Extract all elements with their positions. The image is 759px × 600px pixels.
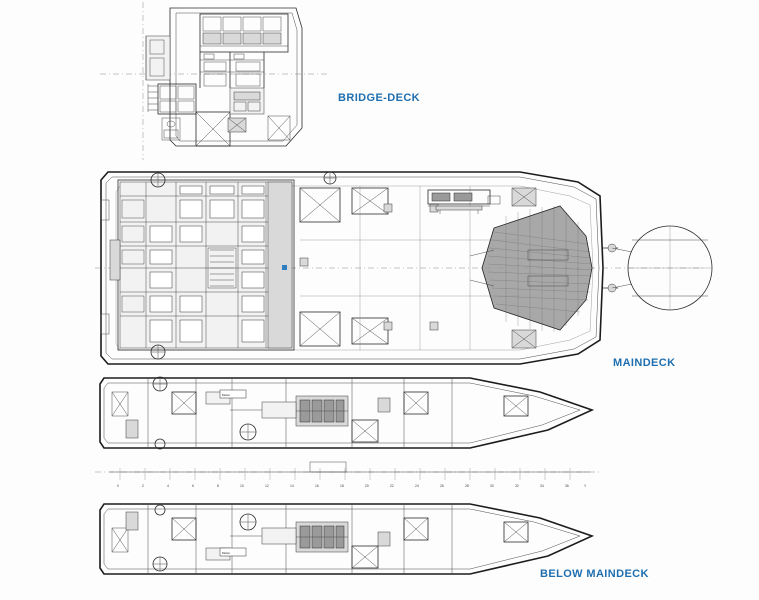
bridge-deck-plan (100, 2, 330, 160)
svg-text:2: 2 (142, 484, 144, 488)
svg-text:6: 6 (192, 484, 194, 488)
tank-label-lower: Ballast (222, 552, 230, 555)
label-maindeck: MAINDECK (613, 357, 676, 369)
svg-text:22: 22 (390, 484, 394, 488)
svg-text:30: 30 (490, 484, 494, 488)
svg-text:32: 32 (515, 484, 519, 488)
svg-text:4: 4 (167, 484, 169, 488)
svg-text:Y: Y (584, 484, 587, 488)
svg-text:0: 0 (117, 484, 119, 488)
svg-text:36: 36 (565, 484, 569, 488)
svg-text:26: 26 (440, 484, 444, 488)
below-maindeck-plan-upper (100, 377, 592, 449)
below-maindeck-plan-lower (100, 504, 592, 574)
svg-text:18: 18 (340, 484, 344, 488)
maindeck-plan (95, 172, 712, 364)
svg-text:34: 34 (540, 484, 544, 488)
svg-text:24: 24 (415, 484, 419, 488)
tank-label-upper: Ballast (222, 394, 230, 397)
label-below-maindeck: BELOW MAINDECK (540, 568, 649, 580)
frame-tick-labels (117, 484, 587, 488)
svg-text:16: 16 (315, 484, 319, 488)
plan-marker-dot (282, 265, 287, 270)
frame-scale-strip (95, 462, 600, 488)
svg-text:20: 20 (365, 484, 369, 488)
svg-text:28: 28 (465, 484, 469, 488)
svg-text:8: 8 (217, 484, 219, 488)
svg-text:12: 12 (265, 484, 269, 488)
label-bridge-deck: BRIDGE-DECK (338, 92, 421, 104)
svg-text:10: 10 (240, 484, 244, 488)
svg-text:14: 14 (290, 484, 294, 488)
